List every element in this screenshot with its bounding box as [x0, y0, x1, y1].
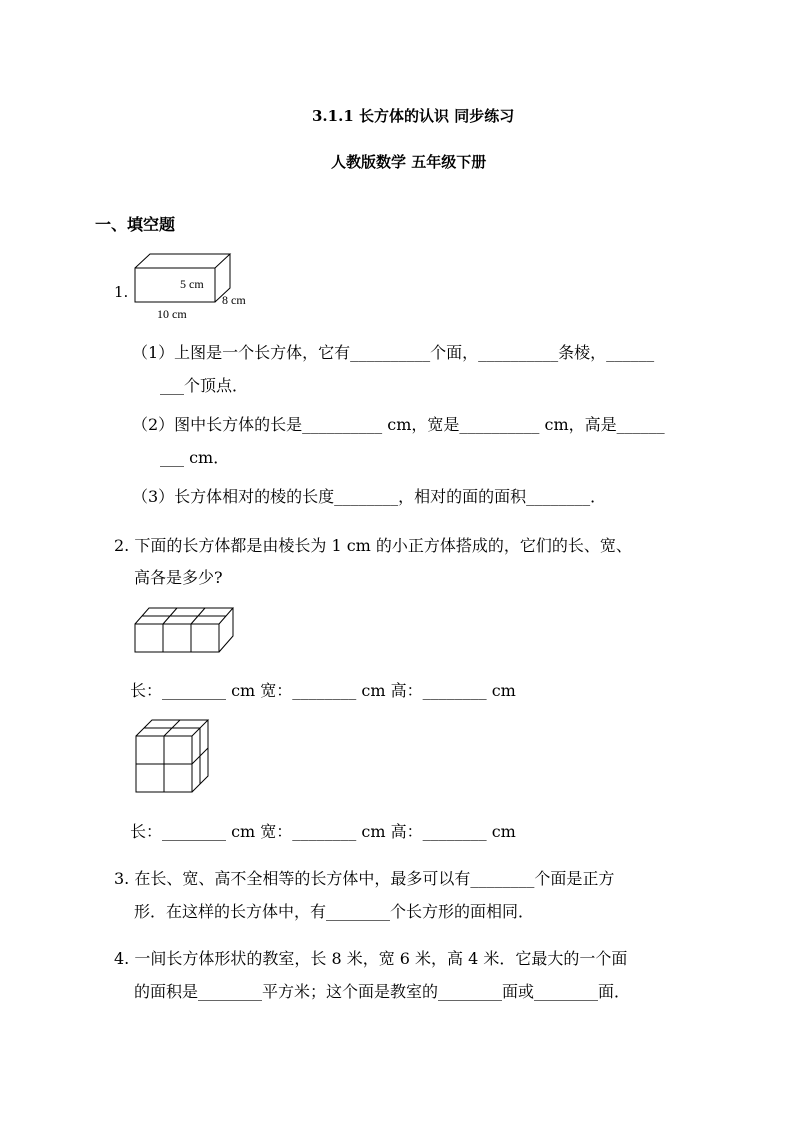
cube-stack-2x2x2 [133, 716, 213, 798]
q1-part2-line1: （2）图中长方体的长是__________ cm，宽是__________ cm，高是______ [132, 415, 665, 434]
cuboid-figure [130, 250, 260, 322]
q3-line1: 3. 在长、宽、高不全相等的长方体中，最多可以有________个面是正方 [114, 869, 615, 888]
page-title: 3.1.1 长方体的认识 同步练习 [312, 107, 515, 125]
length-label: 10 cm [157, 307, 187, 321]
width-label: 8 cm [222, 293, 246, 307]
height-label: 5 cm [180, 277, 204, 291]
q4-line2: 的面积是________平方米；这个面是教室的________面或________面． [134, 982, 631, 1001]
q1-part1-line2: ___个顶点． [160, 376, 249, 395]
q1-part3: （3）长方体相对的棱的长度________，相对的面的面积________． [132, 487, 607, 506]
q2-answer-row-2: 长：________ cm 宽：________ cm 高：________ cm [130, 822, 516, 841]
question-1-number: 1. [114, 283, 129, 301]
section-heading-fill-blank: 一、填空题 [95, 215, 176, 234]
q1-part1-line1: （1）上图是一个长方体，它有__________个面，__________条棱，______ [132, 343, 655, 362]
cube-stack-3x1x1 [132, 604, 238, 656]
q2-line1: 2. 下面的长方体都是由棱长为 1 cm 的小正方体搭成的，它们的长、宽、 [114, 536, 632, 555]
q3-line2: 形．在这样的长方体中，有________个长方形的面相同． [134, 902, 535, 921]
q4-line1: 4. 一间长方体形状的教室，长 8 米，宽 6 米，高 4 米．它最大的一个面 [114, 949, 628, 968]
q1-part2-line2: ___ cm． [160, 448, 230, 467]
q2-answer-row-1: 长：________ cm 宽：________ cm 高：________ cm [130, 681, 516, 700]
q2-line2: 高各是多少? [134, 568, 223, 587]
page-subtitle: 人教版数学 五年级下册 [331, 153, 487, 171]
